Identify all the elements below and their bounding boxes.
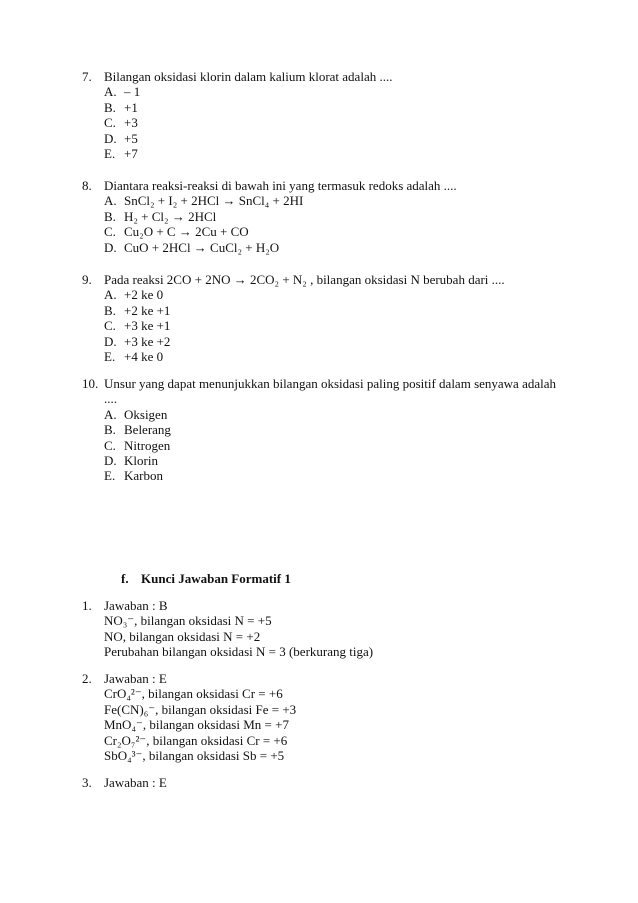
answer-number: 1. bbox=[82, 598, 92, 613]
answer-1 bbox=[82, 598, 582, 660]
answer-heading: Jawaban : E bbox=[104, 775, 167, 790]
question-9 bbox=[82, 272, 582, 364]
option-b: B. H₂ + Cl₂ → 2HCl bbox=[104, 208, 217, 224]
option-c: C. Nitrogen bbox=[104, 437, 171, 453]
question-7 bbox=[82, 69, 582, 161]
question-text: Unsur yang dapat menunjukkan bilangan oksidasi paling positif dalam senyawa adalah bbox=[104, 376, 556, 391]
answer-2 bbox=[82, 671, 582, 763]
section-title: Kunci Jawaban Formatif 1 bbox=[141, 571, 291, 586]
answer-line: CrO₄²⁻, bilangan oksidasi Cr = +6 bbox=[104, 686, 283, 702]
answer-line: NO₃⁻, bilangan oksidasi N = +5 bbox=[104, 613, 272, 629]
section-letter: f. bbox=[121, 571, 129, 586]
answer-line: Perubahan bilangan oksidasi N = 3 (berkurang tiga) bbox=[104, 644, 374, 660]
answer-line: NO, bilangan oksidasi N = +2 bbox=[104, 628, 261, 644]
question-8 bbox=[82, 178, 582, 255]
option-b: B. +2 ke +1 bbox=[104, 302, 171, 318]
option-a: A. Oksigen bbox=[104, 406, 168, 422]
answer-3 bbox=[82, 775, 582, 790]
option-c: C. Cu₂O + C → 2Cu + CO bbox=[104, 224, 249, 240]
answer-line: Cr₂O₇²⁻, bilangan oksidasi Cr = +6 bbox=[104, 732, 288, 748]
option-d: D. +3 ke +2 bbox=[104, 333, 171, 349]
option-c: C. +3 bbox=[104, 115, 138, 131]
option-d: D. CuO + 2HCl → CuCl₂ + H₂O bbox=[104, 239, 280, 255]
option-a: A. SnCl₂ + I₂ + 2HCl → SnCl₄ + 2HI bbox=[104, 193, 304, 209]
answer-line: Fe(CN)₆⁻, bilangan oksidasi Fe = +3 bbox=[104, 701, 297, 717]
answer-heading: Jawaban : B bbox=[104, 598, 168, 613]
answer-line: SbO₄³⁻, bilangan oksidasi Sb = +5 bbox=[104, 747, 285, 763]
answer-line: MnO₄⁻, bilangan oksidasi Mn = +7 bbox=[104, 717, 289, 733]
option-c: C. +3 ke +1 bbox=[104, 318, 171, 334]
question-number: 10. bbox=[82, 376, 99, 391]
option-a: A. +2 ke 0 bbox=[104, 287, 164, 303]
question-text: Bilangan oksidasi klorin dalam kalium klorat adalah .... bbox=[104, 69, 393, 84]
answer-number: 2. bbox=[82, 671, 92, 686]
option-a: A. – 1 bbox=[104, 84, 141, 100]
section-heading bbox=[121, 571, 291, 587]
option-d: D. Klorin bbox=[104, 452, 158, 468]
question-10 bbox=[82, 376, 582, 484]
question-number: 9. bbox=[82, 272, 92, 287]
option-b: B. +1 bbox=[104, 99, 138, 115]
option-b: B. Belerang bbox=[104, 422, 171, 438]
question-text: Pada reaksi 2CO + 2NO → 2CO₂ + N₂ , bilangan oksidasi N berubah dari .... bbox=[104, 272, 505, 287]
question-text: Diantara reaksi-reaksi di bawah ini yang termasuk redoks adalah .... bbox=[104, 178, 457, 193]
option-e: E. +4 ke 0 bbox=[104, 348, 164, 364]
question-text-continued: .... bbox=[104, 391, 117, 407]
question-number: 7. bbox=[82, 69, 92, 84]
option-d: D. +5 bbox=[104, 130, 138, 146]
answer-heading: Jawaban : E bbox=[104, 671, 167, 686]
answer-number: 3. bbox=[82, 775, 92, 790]
question-number: 8. bbox=[82, 178, 92, 193]
option-e: E. Karbon bbox=[104, 468, 163, 484]
option-e: E. +7 bbox=[104, 145, 138, 161]
